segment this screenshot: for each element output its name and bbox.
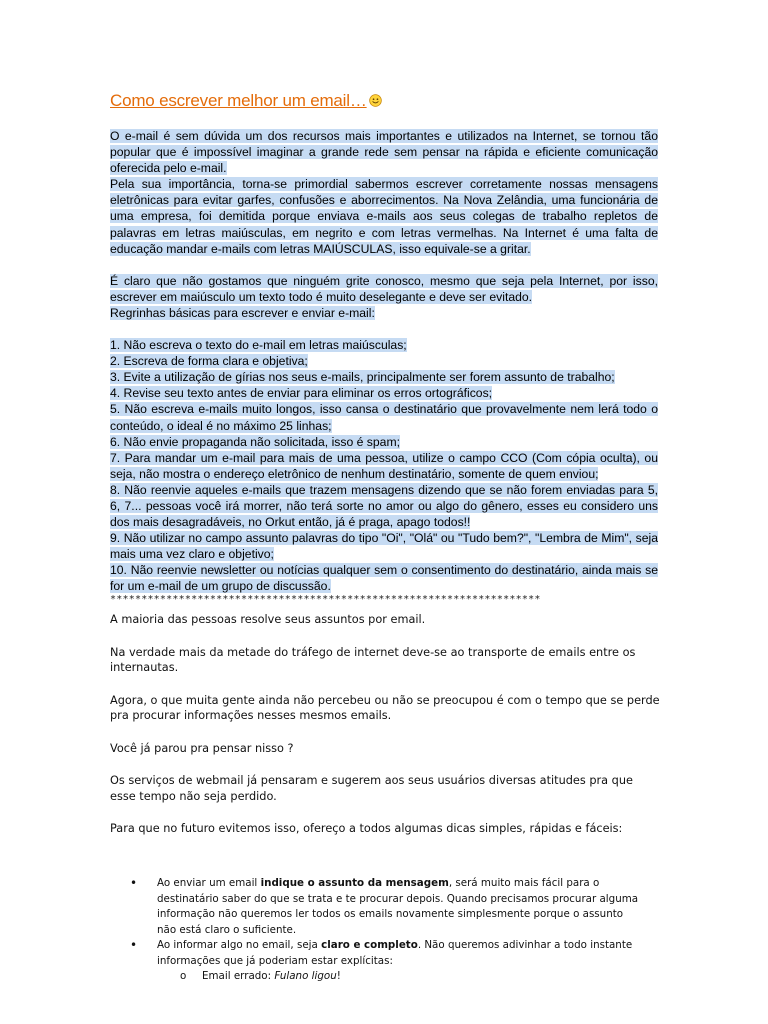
intro-p2: Pela sua importância, torna-se primordial sabermos escrever corretamente nossas mensagens eletrônicas para evitar garfes, confusões e aborrecimentos. Na Nova Zelândia, uma funcionária de uma empresa, foi demitida porque enviava e-mails aos seus colegas de trabalho repletos de palavras em letras maiúsculas, em negrito e com letras vermelhas. Na Internet é uma falta de educação mandar e-mails com letras MAIÚSCULAS, isso equivale-se a gritar. bbox=[110, 177, 658, 256]
spacer bbox=[110, 257, 658, 273]
body-paragraph: Agora, o que muita gente ainda não percebeu ou não se preocupou é com o tempo que se perde pra procurar informações nesses mesmos emails. bbox=[110, 693, 660, 722]
intro-p4: Regrinhas básicas para escrever e enviar e-mail: bbox=[110, 305, 375, 320]
rule-item: 5. Não escreva e-mails muito longos, isso cansa o destinatário que provavelmente nem lerá todo o conteúdo, o ideal é no máximo 25 linhas; bbox=[110, 402, 658, 433]
body-paragraph: Você já parou pra pensar nisso ? bbox=[110, 741, 294, 755]
spacer bbox=[110, 321, 658, 337]
rule-item: 8. Não reenvie aqueles e-mails que trazem mensagens dizendo que se não forem enviadas para 5, 6, 7... pessoas você irá morrer, não terá sorte no amor ou algo do gênero, esses eu considero uns dos mais desagradáveis, no Orkut então, já é praga, apago todos!! bbox=[110, 482, 658, 530]
intro-p3: É claro que não gostamos que ninguém grite conosco, mesmo que seja pela Internet, por isso, escrever em maiúsculo um texto todo é muito deselegante e deve ser evitado. bbox=[110, 273, 658, 304]
intro-paragraph bbox=[110, 273, 658, 305]
body-paragraph: Na verdade mais da metade do tráfego de internet deve-se ao transporte de emails entre os internautas. bbox=[110, 645, 636, 674]
rule-item: 3. Evite a utilização de gírias nos seus e-mails, principalmente ser forem assunto de trabalho; bbox=[110, 370, 615, 385]
rule-item: 10. Não reenvie newsletter ou notícias qualquer sem o consentimento do destinatário, ainda mais se for um e-mail de um grupo de discussão. bbox=[110, 563, 658, 594]
title-text: Como escrever melhor um email… bbox=[110, 91, 367, 110]
intro-paragraph bbox=[110, 305, 658, 321]
subitem-marker: o bbox=[180, 970, 187, 982]
rule-item: 2. Escreva de forma clara e objetiva; bbox=[110, 354, 308, 369]
smiley-emoji-icon bbox=[369, 94, 382, 107]
separator-line: ********************************************************************* bbox=[110, 594, 541, 605]
body-paragraph: Para que no futuro evitemos isso, ofereço a todos algumas dicas simples, rápidas e fáceis: bbox=[110, 822, 623, 835]
intro-paragraph bbox=[110, 128, 658, 176]
intro-p1: O e-mail é sem dúvida um dos recursos mais importantes e utilizados na Internet, se tornou tão popular que é impossível imaginar a grande rede sem pensar na rápida e eficiente comunicação oferecida pelo e-mail. bbox=[110, 129, 658, 176]
tip-item: • Ao enviar um email indique o assunto da mensagem, será muito mais fácil para o destinatário saber do que se trata e te procurar depois. Quando precisamos procurar alguma informação não queremos ler todos os emails novamente simplesmente porque o assunto não está claro o suficiente. bbox=[130, 876, 639, 936]
body-paragraph: A maioria das pessoas resolve seus assuntos por email. bbox=[110, 613, 426, 626]
rule-item: 4. Revise seu texto antes de enviar para eliminar os erros ortográficos; bbox=[110, 386, 493, 401]
bullet-marker: • bbox=[130, 938, 138, 952]
body-section bbox=[110, 612, 660, 854]
bullet-marker: • bbox=[130, 876, 138, 890]
rule-item: 7. Para mandar um e-mail para mais de uma pessoa, utilize o campo CCO (Com cópia oculta), ou seja, não mostra o endereço eletrônico de nenhum destinatário, somente de quem enviou; bbox=[110, 450, 658, 481]
tip-subitem: o Email errado: Fulano ligou! bbox=[130, 969, 640, 985]
rule-item: 6. Não envie propaganda não solicitada, isso é spam; bbox=[110, 434, 400, 449]
rules-list bbox=[110, 337, 658, 595]
rule-item: 9. Não utilizar no campo assunto palavras do tipo "Oi", "Olá" ou "Tudo bem?", "Lembra de Mim", seja mais uma vez claro e objetivo; bbox=[110, 531, 658, 562]
body-paragraph: Os serviços de webmail já pensaram e sugerem aos seus usuários diversas atitudes pra que esse tempo não seja perdido. bbox=[110, 774, 633, 803]
intro-paragraph bbox=[110, 176, 658, 256]
tips-list bbox=[130, 876, 640, 985]
tip-item: • Ao informar algo no email, seja claro e completo. Não queremos adivinhar a todo instante informações que já poderiam estar explícitas: bbox=[130, 938, 633, 967]
rule-item: 1. Não escreva o texto do e-mail em letras maiúsculas; bbox=[110, 338, 407, 353]
intro-section bbox=[110, 128, 658, 595]
document-title bbox=[110, 90, 382, 112]
